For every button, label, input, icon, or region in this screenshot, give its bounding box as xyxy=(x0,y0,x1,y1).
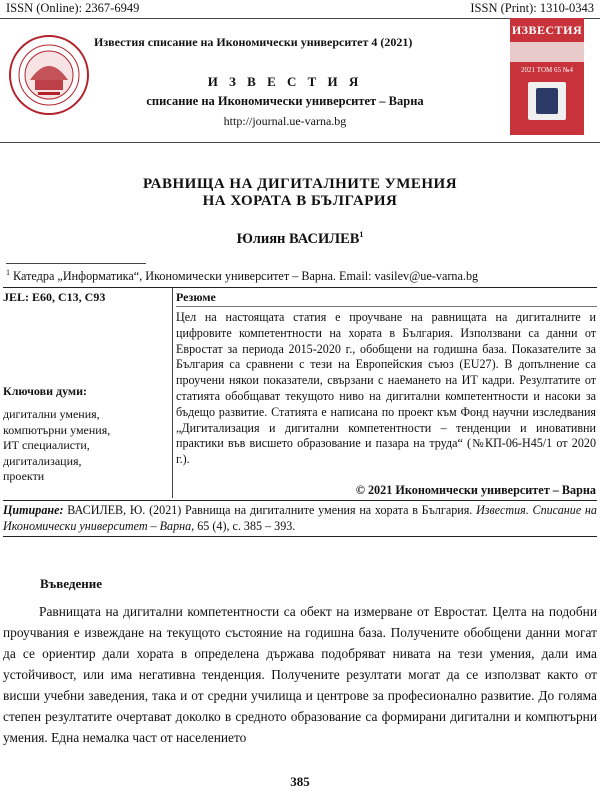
abstract-label-underline xyxy=(176,306,597,307)
issn-online: ISSN (Online): 2367-6949 xyxy=(6,1,140,15)
affiliation-mark: 1 xyxy=(6,268,10,277)
author-text: Юлиян ВАСИЛЕВ xyxy=(236,230,360,247)
journal-cover-image xyxy=(510,18,584,135)
copyright-line: © 2021 Икономически университет – Варна xyxy=(355,483,596,497)
abstract-text: Цел на настоящата статия е проучване на равнищата на дигиталните и цифровите компетентности на хората в България. Използвани са данни от Евростат за периода 2015-2020 г., обобщени на годишна база. Показателите за България са сравнени с тези на Европейския съюз (EU27). В допълнение са проучени някои показатели, свързани с наемането на ИТ кадри. Резултатите от статията обобщават текущото ниво на дигитални компетентности и насоки за бъдещо развитие. Статията е написана по проект към Фонд научни изследвания „Дигитализация и дигитални компетентности – тенденции и иновативни практики във висшето образование и пазара на труда“ (№КП-06-Н45/1 от 2020 г.). xyxy=(176,310,596,467)
section-heading-introduction: Въведение xyxy=(40,576,102,591)
keywords-label: Ключови думи: xyxy=(3,384,88,398)
article-title xyxy=(60,176,540,210)
abstract-column-divider xyxy=(172,288,173,498)
body-paragraph: Равнищата на дигитални компетентности са обект на измерване от Евростат. Целта на подобни проучвания е извеждане на текущото състояние на годишна база. Получените обобщени данни могат да се ориентир дали хората в определена държава подобряват нивата на тези умения, дали има устойчивост, или има негативна тенденция. Получените резултати могат да се използват както от висши учебни заведения, така и от средни училища и центрове за професионално развитие. До голяма степен резултатите очертават доколко в средното образование са формирани дигитални и компютърни умения. Една немалка част от населението xyxy=(3,604,597,745)
article-title-line1: РАВНИЩА НА ДИГИТАЛНИТЕ УМЕНИЯ xyxy=(142,176,458,192)
cover-title: ИЗВЕСТИЯ xyxy=(511,23,583,37)
university-seal-logo xyxy=(8,34,90,116)
cover-illustration-icon xyxy=(528,82,566,120)
affiliation-text: Катедра „Информатика“, Икономически университет – Варна. Email: vasilev@ue-varna.bg xyxy=(13,269,479,284)
issn-print: ISSN (Print): 1310-0343 xyxy=(470,1,594,15)
journal-subtitle: списание на Икономически университет – Варна xyxy=(146,94,424,108)
affiliation-footnote xyxy=(6,268,596,284)
citation-bottom-divider xyxy=(3,536,597,537)
cover-band xyxy=(510,42,584,62)
abstract-label: Резюме xyxy=(176,290,216,304)
journal-title: И З В Е С Т И Я xyxy=(207,74,363,89)
citation-label: Цитиране: xyxy=(3,503,64,517)
keyword-item: компютърни умения, xyxy=(3,422,111,437)
journal-url-link[interactable]: http://journal.ue-varna.bg xyxy=(223,114,347,128)
author-name xyxy=(120,230,480,248)
citation-tail: , 65 (4), с. 385 – 393. xyxy=(191,518,296,533)
cover-issue: 2021 ТОМ 65 №4 xyxy=(521,66,573,74)
keyword-item: дигитализация, xyxy=(3,453,82,468)
keywords-list xyxy=(3,407,168,485)
citation-main: ВАСИЛЕВ, Ю. (2021) Равнища на дигиталните умения на хората в България. xyxy=(63,503,477,517)
abstract-top-divider xyxy=(3,287,597,288)
keyword-item: проекти xyxy=(3,469,45,483)
keyword-item: дигитални умения, xyxy=(3,407,100,421)
footnote-divider xyxy=(6,263,146,264)
page-number: 385 xyxy=(290,774,310,789)
citation-block xyxy=(3,503,597,534)
citation-top-divider xyxy=(3,500,597,501)
keyword-item: ИТ специалисти, xyxy=(3,438,90,452)
citation-journal: Известия. Списание на Икономически университет – Варна xyxy=(3,503,597,533)
header-bottom-divider xyxy=(0,142,600,143)
journal-issue-line: Известия списание на Икономически университет 4 (2021) xyxy=(94,35,413,49)
author-footnote-mark: 1 xyxy=(359,230,364,239)
jel-codes: JEL: E60, C13, C93 xyxy=(3,290,106,304)
article-title-line2: НА ХОРАТА В БЪЛГАРИЯ xyxy=(202,193,398,209)
